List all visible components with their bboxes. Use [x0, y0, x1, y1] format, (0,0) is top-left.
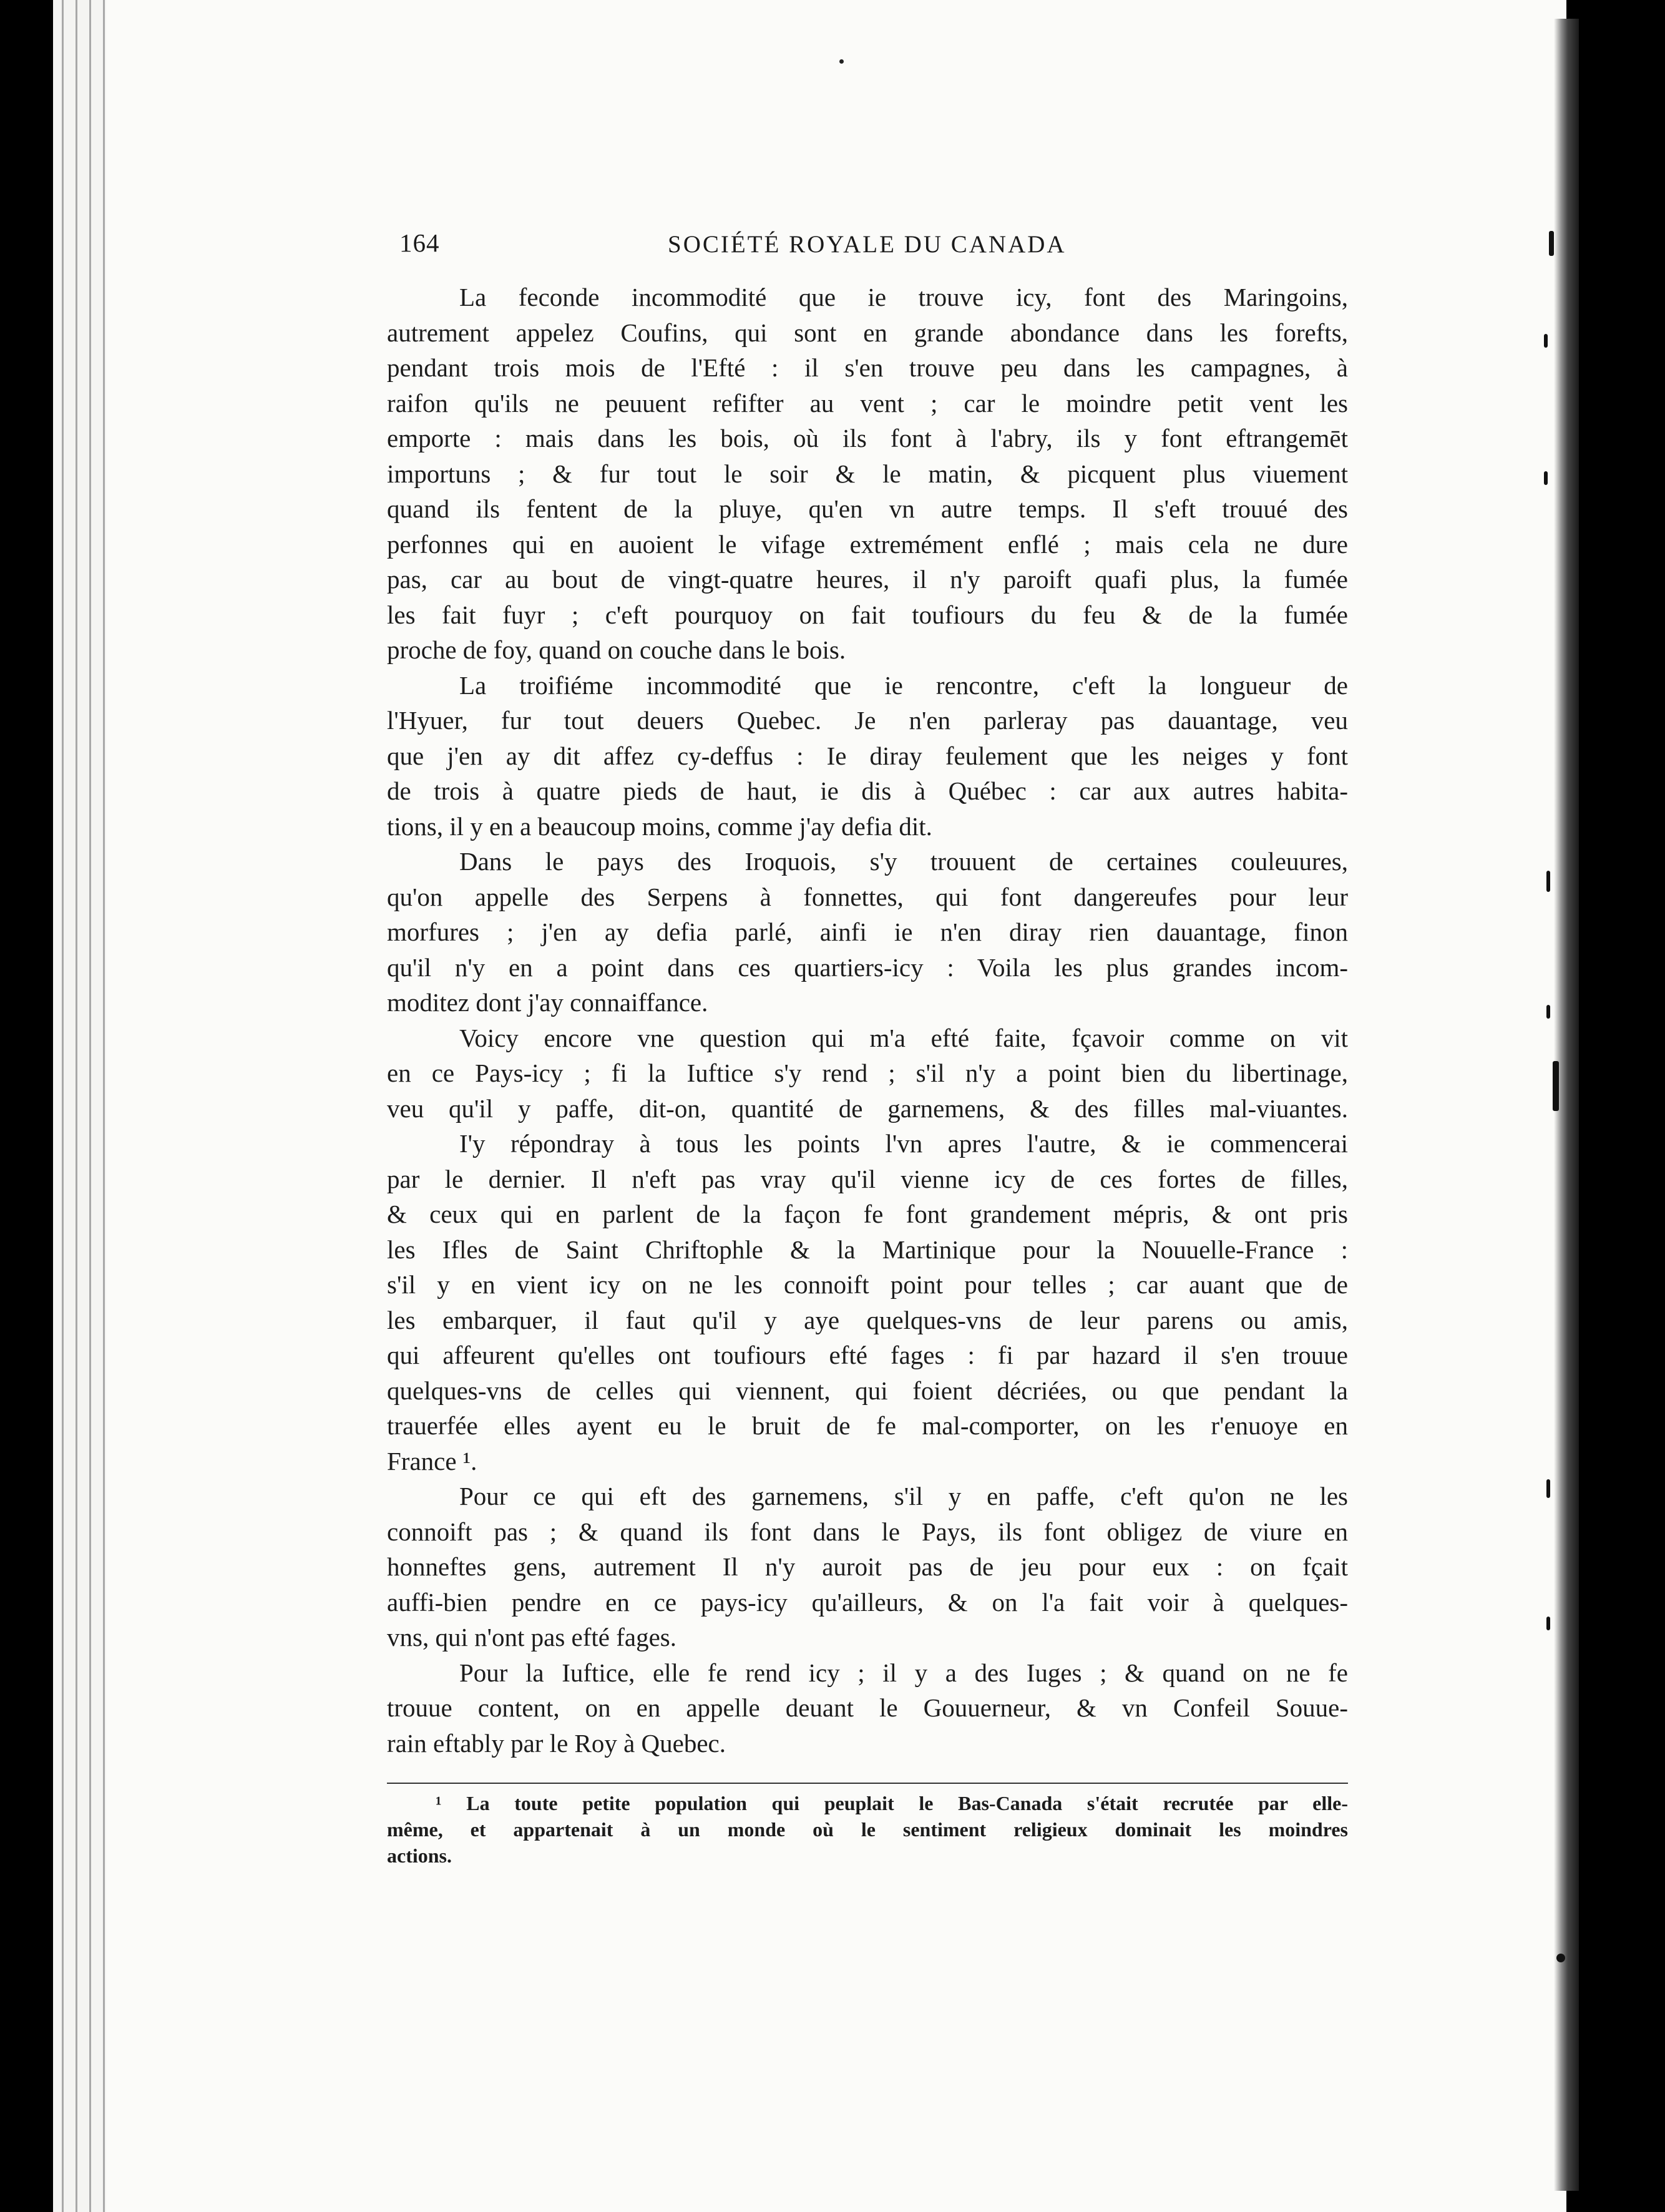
- text-line: par le dernier. Il n'eft pas vray qu'il vienne icy de ces fortes de filles,: [387, 1164, 1348, 1193]
- footnote-line: même, et appartenait à un monde où le sentiment religieux dominait les moindres: [387, 1818, 1348, 1841]
- paragraph-5: [387, 1126, 1348, 1479]
- text-line: trouue content, on en appelle deuant le Gouuerneur, & vn Confeil Souue-: [387, 1693, 1348, 1722]
- text-line: qu'on appelle des Serpens à fonnettes, qui font dangereufes pour leur: [387, 882, 1348, 911]
- body-text: [387, 280, 1348, 1761]
- text-line: raifon qu'ils ne peuuent refifter au vent ; car le moindre petit vent les: [387, 388, 1348, 418]
- text-line: Pour ce qui eft des garnemens, s'il y en paffe, c'eft qu'on ne les: [459, 1482, 1348, 1510]
- text-line: I'y répondray à tous les points l'vn apres l'autre, & ie commencerai: [459, 1129, 1348, 1158]
- margin-mark: [1546, 1617, 1550, 1630]
- text-line: les embarquer, il faut qu'il y aye quelques-vns de leur parens ou amis,: [387, 1305, 1348, 1334]
- text-line: importuns ; & fur tout le soir & le matin, & picquent plus viuement: [387, 459, 1348, 488]
- text-line: honneftes gens, autrement Il n'y auroit pas de jeu pour eux : on fçait: [387, 1552, 1348, 1581]
- text-line: Dans le pays des Iroquois, s'y trouuent de certaines couleuures,: [459, 847, 1348, 876]
- text-line: s'il y en vient icy on ne les connoift point pour telles ; car auant que de: [387, 1270, 1348, 1299]
- paragraph-3: [387, 844, 1348, 1020]
- paragraph-6: [387, 1479, 1348, 1655]
- text-line: trauerfée elles ayent eu le bruit de fe mal-comporter, on les r'enuoye en: [387, 1411, 1348, 1440]
- text-line: l'Hyuer, fur tout deuers Quebec. Je n'en parleray pas dauantage, veu: [387, 706, 1348, 735]
- text-line: vns, qui n'ont pas efté fages.: [387, 1623, 676, 1652]
- footnote-rule: [387, 1783, 1348, 1784]
- footnote-line: actions.: [387, 1844, 452, 1867]
- scan-border: [1579, 0, 1665, 2212]
- text-line: Voicy encore vne question qui m'a efté faite, fçavoir comme on vit: [459, 1023, 1348, 1052]
- text-line: quelques-vns de celles qui viennent, qui foient décriées, ou que pendant la: [387, 1376, 1348, 1405]
- text-line: les fait fuyr ; c'eft pourquoy on fait toufiours du feu & de la fumée: [387, 600, 1348, 629]
- text-line: qui affeurent qu'elles ont toufiours efté fages : fi par hazard il s'en trouue: [387, 1341, 1348, 1369]
- text-line: pendant trois mois de l'Efté : il s'en trouve peu dans les campagnes, à: [387, 353, 1348, 382]
- paragraph-4: [387, 1020, 1348, 1127]
- scan-speck: [839, 59, 844, 64]
- text-line: tions, il y en a beaucoup moins, comme j'ay defia dit.: [387, 811, 932, 841]
- running-head: [399, 228, 1342, 272]
- margin-mark: [1546, 1005, 1550, 1019]
- paragraph-2: [387, 668, 1348, 844]
- text-line: pas, car au bout de vingt-quatre heures, il n'y paroift quafi plus, la fumée: [387, 565, 1348, 594]
- text-line: autrement appelez Coufins, qui sont en grande abondance dans les forefts,: [387, 318, 1348, 347]
- text-line: en ce Pays-icy ; fi la Iuftice s'y rend ; s'il n'y a point bien du libertinage,: [387, 1059, 1348, 1087]
- text-line: & ceux qui en parlent de la façon fe font grandement mépris, & ont pris: [387, 1200, 1348, 1228]
- margin-mark: [1556, 1954, 1565, 1962]
- margin-mark: [1544, 471, 1548, 485]
- text-line: que j'en ay dit affez cy-deffus : Ie diray feulement que les neiges y font: [387, 741, 1348, 770]
- text-line: auffi-bien pendre en ce pays-icy qu'ailleurs, & on l'a fait voir à quelques-: [387, 1587, 1348, 1617]
- page-number: 164: [399, 228, 440, 257]
- footnote: [387, 1790, 1348, 1869]
- text-line: rain eftably par le Roy à Quebec.: [387, 1728, 726, 1758]
- text-line: La troifiéme incommodité que ie rencontre, c'eft la longueur de: [459, 670, 1348, 700]
- margin-mark: [1546, 1479, 1550, 1498]
- text-line: Pour la Iuftice, elle fe rend icy ; il y a des Iuges ; & quand on ne fe: [459, 1658, 1348, 1687]
- text-line: connoift pas ; & quand ils font dans le Pays, ils font obligez de viure en: [387, 1517, 1348, 1546]
- text-line: La feconde incommodité que ie trouve icy, font des Maringoins,: [459, 283, 1348, 311]
- text-line: morfures ; j'en ay defia parlé, ainfi ie n'en diray rien dauantage, finon: [387, 918, 1348, 946]
- text-line: quand ils fentent de la pluye, qu'en vn autre temps. Il s'eft trouué des: [387, 494, 1348, 523]
- running-title: SOCIÉTÉ ROYALE DU CANADA: [668, 231, 1067, 258]
- text-line: moditez dont j'ay connaiffance.: [387, 988, 708, 1017]
- text-line: qu'il n'y en a point dans ces quartiers-icy : Voila les plus grandes incom-: [387, 952, 1348, 982]
- margin-mark: [1553, 1061, 1559, 1111]
- text-line: de trois à quatre pieds de haut, ie dis à Québec : car aux autres habita-: [387, 776, 1348, 805]
- paragraph-1: [387, 280, 1348, 668]
- margin-mark: [1546, 871, 1550, 892]
- text-line: proche de foy, quand on couche dans le bois.: [387, 635, 846, 664]
- margin-mark: [1549, 231, 1554, 256]
- text-line: emporte : mais dans les bois, où ils font à l'abry, ils y font eftrangemēt: [387, 424, 1348, 453]
- text-line: perfonnes qui en auoient le vifage extremément enflé ; mais cela ne dure: [387, 529, 1348, 559]
- text-line: veu qu'il y paffe, dit-on, quantité de garnemens, & des filles mal-viuantes.: [387, 1094, 1348, 1123]
- text-line: France ¹.: [387, 1446, 477, 1475]
- paragraph-7: [387, 1655, 1348, 1761]
- footnote-line: ¹ La toute petite population qui peuplait le Bas-Canada s'était recrutée par elle-: [436, 1792, 1348, 1814]
- text-line: les Ifles de Saint Chriftophle & la Martinique pour la Nouuelle-France :: [387, 1235, 1348, 1264]
- margin-mark: [1544, 334, 1548, 348]
